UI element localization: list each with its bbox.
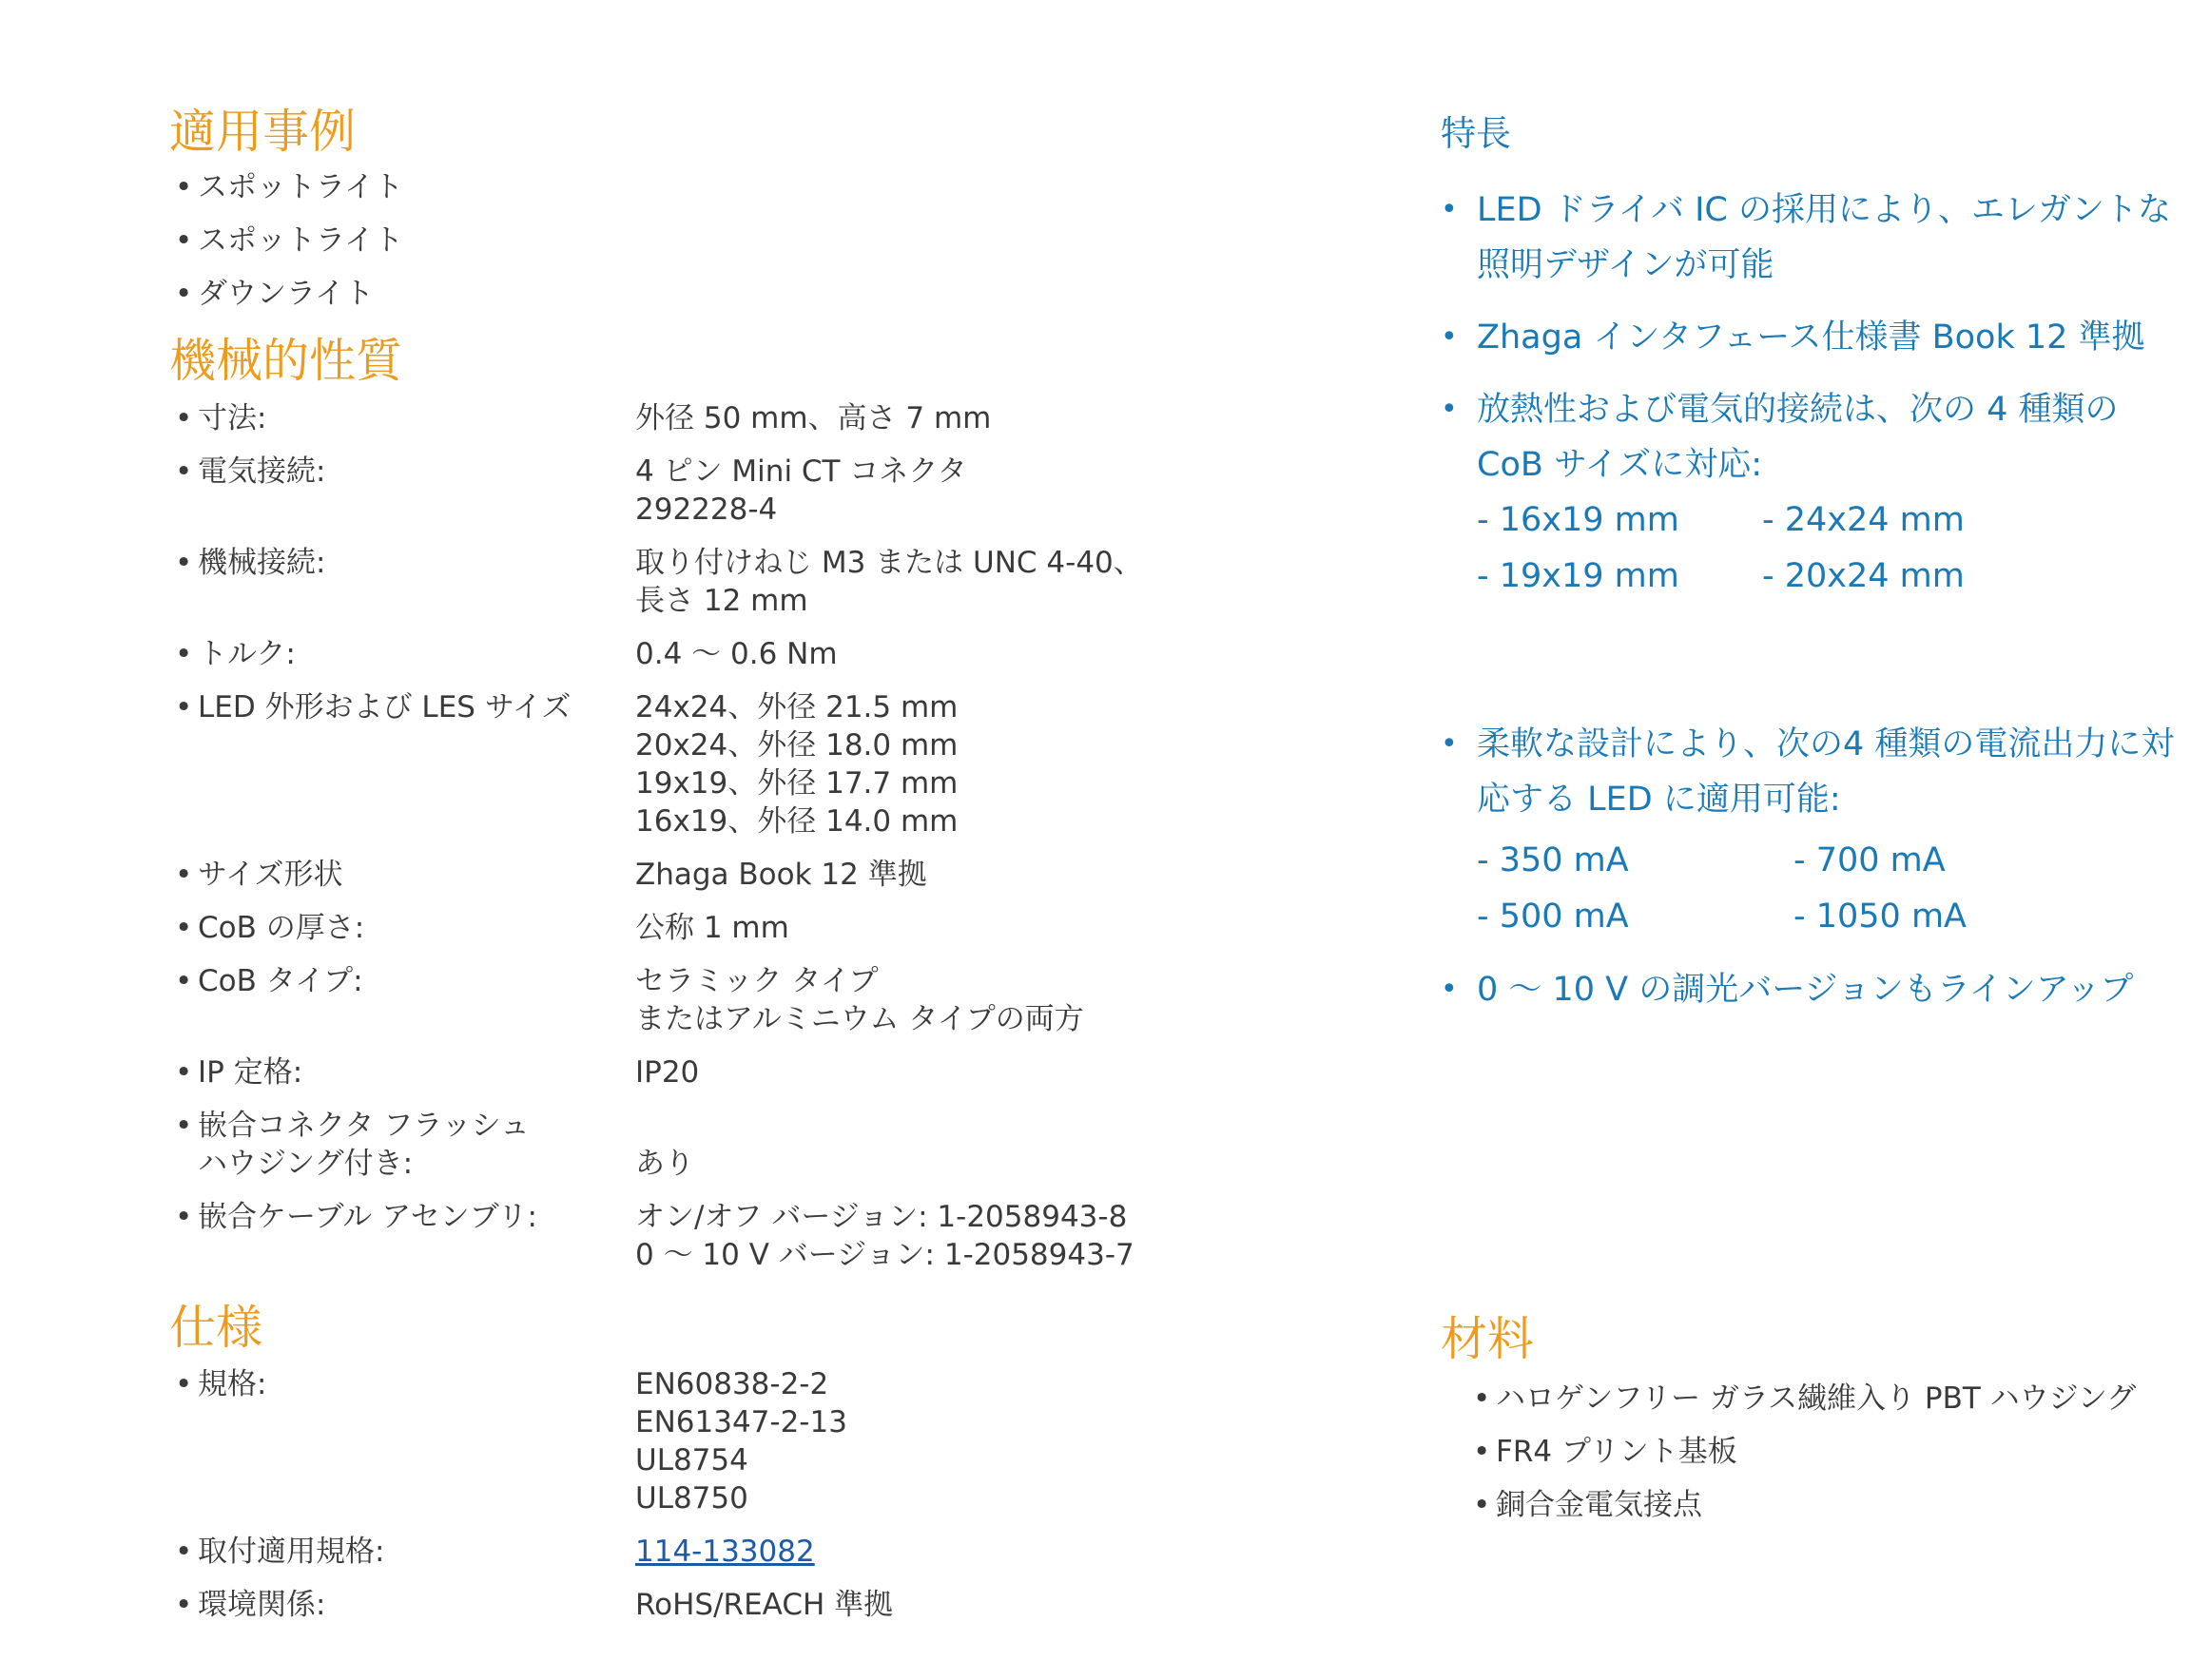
left-column	[169, 105, 1263, 1639]
property-label: • 電気接続:	[198, 454, 326, 489]
cob-size: - 20x24 mm	[1762, 557, 1965, 595]
list-item: • スポットライト	[169, 161, 1263, 214]
property-value: 公称 1 mm	[635, 910, 789, 945]
property-label: • IP 定格:	[198, 1054, 303, 1090]
application-spec-link[interactable]: 114-133082	[635, 1535, 815, 1570]
property-row	[169, 688, 1263, 840]
cob-size: - 19x19 mm	[1477, 557, 1679, 595]
property-label: • トルク:	[198, 636, 296, 671]
property-value: 24x24、外径 21.5 mm 20x24、外径 18.0 mm 19x19、外径 17.7 mm 16x19、外径 14.0 mm	[635, 689, 959, 839]
property-row	[169, 1198, 1263, 1274]
feature-item	[1441, 717, 2182, 945]
property-row	[169, 453, 1263, 529]
property-row	[169, 399, 1263, 437]
property-label: • 規格:	[198, 1367, 267, 1402]
property-value: 4 ピン Mini CT コネクタ 292228-4	[635, 454, 967, 527]
cob-size: - 16x19 mm	[1477, 501, 1679, 539]
list-item: • FR4 プリント基板	[1441, 1425, 2182, 1478]
applications-heading: 適用事例	[169, 105, 357, 159]
property-row	[169, 856, 1263, 894]
list-item: • ハロゲンフリー ガラス繊維入り PBT ハウジング	[1441, 1372, 2182, 1425]
property-row	[169, 1365, 1263, 1517]
property-value: RoHS/REACH 準拠	[635, 1588, 894, 1623]
current-value: - 700 mA	[1793, 841, 1946, 879]
property-value: あり	[635, 1146, 694, 1181]
specs-heading: 仕様	[169, 1300, 263, 1355]
features-list	[1441, 183, 2182, 1017]
property-row	[169, 544, 1263, 620]
property-label: • CoB の厚さ:	[198, 910, 365, 945]
property-label: • CoB タイプ:	[198, 963, 363, 998]
right-column	[1441, 105, 2182, 1522]
property-label: • 嵌合コネクタ フラッシュ ハウジング付き:	[198, 1108, 530, 1181]
mechanical-heading: 機械的性質	[169, 333, 403, 388]
property-label: • LED 外形および LES サイズ	[198, 689, 572, 724]
feature-item	[1441, 382, 2182, 605]
property-value: オン/オフ バージョン: 1-2058943-8 0 ～ 10 V バージョン: 1-2058943-7	[635, 1199, 1134, 1272]
materials-section	[1441, 1312, 2182, 1532]
cob-size-grid	[1477, 492, 2182, 605]
applications-list	[169, 161, 1263, 320]
property-value: EN60838-2-2 EN61347-2-13 UL8754 UL8750	[635, 1367, 847, 1516]
property-row	[169, 1053, 1263, 1091]
property-value: セラミック タイプ またはアルミニウム タイプの両方	[635, 963, 1084, 1036]
feature-text: 柔軟な設計により、次の4 種類の電流出力に対応する LED に適用可能:	[1477, 725, 2175, 819]
property-label: • 寸法:	[198, 400, 267, 435]
property-row	[169, 635, 1263, 673]
property-value: 外径 50 mm、高さ 7 mm	[635, 400, 992, 435]
property-value: 0.4 ～ 0.6 Nm	[635, 636, 838, 671]
property-label: • 取付適用規格:	[198, 1535, 385, 1570]
list-item: • ダウンライト	[169, 267, 1263, 320]
feature-item: • 0 ～ 10 V の調光バージョンもラインアップ	[1441, 962, 2182, 1017]
property-label: • 嵌合ケーブル アセンブリ:	[198, 1199, 537, 1234]
cob-size: - 24x24 mm	[1762, 501, 1965, 539]
current-value: - 1050 mA	[1793, 898, 1967, 936]
mechanical-list	[169, 399, 1263, 1274]
property-label: • 環境関係:	[198, 1588, 326, 1623]
property-row	[169, 909, 1263, 947]
property-value: 取り付けねじ M3 または UNC 4-40、 長さ 12 mm	[635, 545, 1143, 618]
property-value: IP20	[635, 1054, 700, 1090]
property-label: • サイズ形状	[198, 857, 343, 892]
applications-section	[169, 105, 1263, 320]
property-row	[169, 962, 1263, 1038]
materials-heading: 材料	[1441, 1312, 1535, 1366]
feature-text: 放熱性および電気的接続は、次の 4 種類の CoB サイズに対応:	[1477, 391, 2119, 484]
features-heading: 特長	[1441, 113, 1511, 154]
list-item: • 銅合金電気接点	[1441, 1478, 2182, 1532]
current-value: - 500 mA	[1477, 898, 1629, 936]
property-label: • 機械接続:	[198, 545, 326, 580]
materials-list	[1441, 1372, 2182, 1532]
feature-item: • Zhaga インタフェース仕様書 Book 12 準拠	[1441, 310, 2182, 365]
specs-section	[169, 1301, 1263, 1625]
list-item: • スポットライト	[169, 214, 1263, 267]
features-section	[1441, 105, 2182, 1017]
property-row	[169, 1107, 1263, 1183]
current-value: - 350 mA	[1477, 841, 1629, 879]
feature-item: • LED ドライバ IC の採用により、エレガントな照明デザインが可能	[1441, 183, 2182, 293]
mechanical-section	[169, 334, 1263, 1274]
property-row	[169, 1586, 1263, 1624]
property-row	[169, 1533, 1263, 1571]
specs-list	[169, 1365, 1263, 1624]
property-value: Zhaga Book 12 準拠	[635, 857, 927, 892]
current-grid	[1477, 833, 2182, 945]
